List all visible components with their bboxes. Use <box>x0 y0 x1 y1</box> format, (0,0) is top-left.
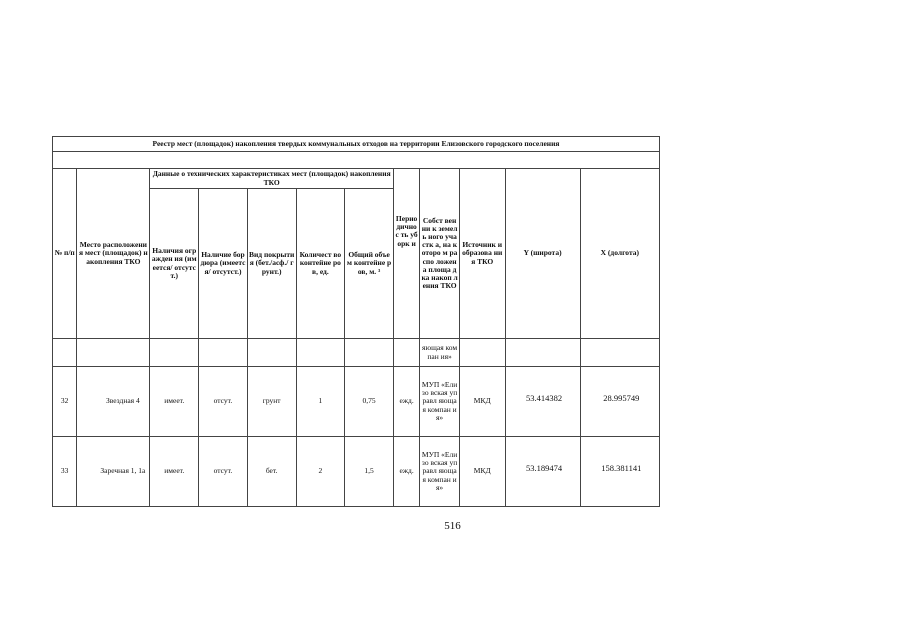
table-row <box>53 437 660 507</box>
row-border: отсут. <box>199 437 248 507</box>
row-owner: МУП «Елизо вская управл яющая компан ия» <box>420 367 460 437</box>
registry-table <box>52 136 660 507</box>
row-freq: ежд. <box>393 367 419 437</box>
continuation-owner: яющая компан ия» <box>420 339 460 367</box>
row-place: Заречная 1, 1а <box>77 437 150 507</box>
header-volume: Общий объем контейне ров, м. ³ <box>345 189 394 339</box>
row-fence: имеет. <box>150 437 199 507</box>
header-place: Место расположения мест (площадок) накопления ТКО <box>77 169 150 339</box>
header-count: Количест во контейне ров, ед. <box>296 189 345 339</box>
row-place: Звездная 4 <box>77 367 150 437</box>
header-tech-group: Данные о технических характеристиках мест (площадок) накопления ТКО <box>150 169 394 189</box>
row-source: МКД <box>459 367 505 437</box>
row-source: МКД <box>459 437 505 507</box>
row-lon: 158.381141 <box>580 437 659 507</box>
header-owner: Собст венни к земель ного участк а, на которо м распо ложен а площа дка накоп ления ТКО <box>420 169 460 339</box>
row-fence: имеет. <box>150 367 199 437</box>
header-cover: Вид покрыти я (бет./асф./ грунт.) <box>247 189 296 339</box>
header-fence: Наличия огражден ия (имеется/ отсутст.) <box>150 189 199 339</box>
header-freq-label: Перио дичнос ть уборк и <box>395 214 418 248</box>
row-lat: 53.189474 <box>505 437 580 507</box>
page-number: 516 <box>444 520 461 532</box>
blank-row <box>53 152 660 169</box>
row-num: 33 <box>53 437 77 507</box>
row-volume: 1,5 <box>345 437 394 507</box>
row-cover: грунт <box>247 367 296 437</box>
table-title: Реестр мест (площадок) накопления твердых коммунальных отходов на территории Елизовского городского поселения <box>53 137 660 152</box>
row-freq: ежд. <box>393 437 419 507</box>
header-lon: X (долгота) <box>580 169 659 339</box>
row-volume: 0,75 <box>345 367 394 437</box>
row-num: 32 <box>53 367 77 437</box>
row-border: отсут. <box>199 367 248 437</box>
row-cover: бет. <box>247 437 296 507</box>
row-lon: 28.995749 <box>580 367 659 437</box>
row-lat: 53.414382 <box>505 367 580 437</box>
table-row <box>53 367 660 437</box>
header-num: № п/п <box>53 169 77 339</box>
header-source: Источник и образова ния ТКО <box>459 169 505 339</box>
row-count: 2 <box>296 437 345 507</box>
row-count: 1 <box>296 367 345 437</box>
header-lat: Y (широта) <box>505 169 580 339</box>
header-border: Наличие бордюра (имеется/ отсутст.) <box>199 189 248 339</box>
continuation-row <box>53 339 660 367</box>
header-freq <box>393 169 419 339</box>
row-owner: МУП «Елизо вская управл яющая компан ия» <box>420 437 460 507</box>
